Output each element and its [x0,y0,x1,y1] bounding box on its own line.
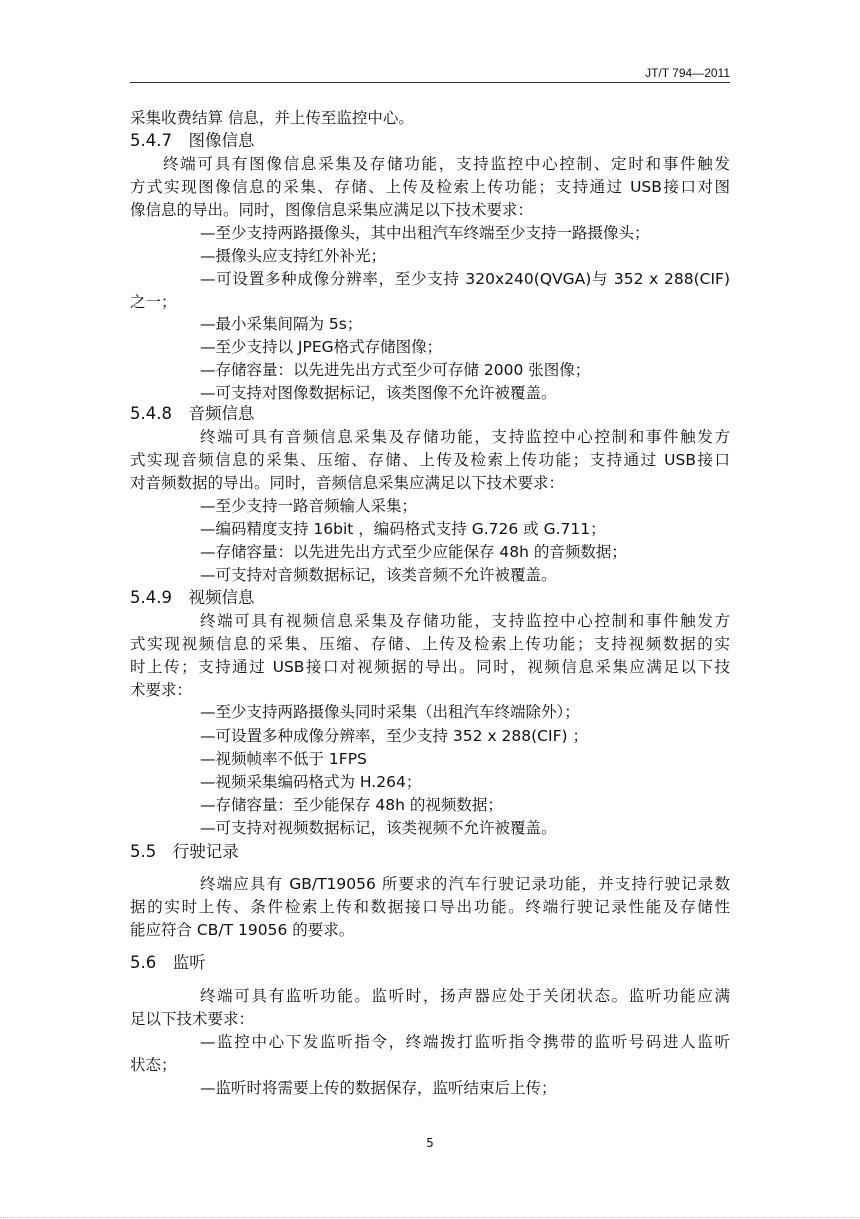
heading-5-4-7-line: 5.4.7 图像信息 [130,131,255,150]
list-item-line: —监听时将需要上传的数据保存，监听结束后上传； [200,1079,557,1097]
list-item-line: —编码精度支持 16bit ，编码格式支持 G.726 或 G.711； [200,520,606,538]
list-item-line: —视频采集编码格式为 H.264； [200,773,422,791]
list-item-line: —至少支持两路摄像头同时采集（出租汽车终端除外）； [200,703,580,721]
list-item-line: —至少支持两路摄像头，其中出租汽车终端至少支持一路摄像头； [200,224,650,242]
standard-number-header: JT/T 794—2011 [645,66,730,80]
list-item-line: —存储容量：以先进先出方式至少应能保存 48h 的音频数据； [200,543,627,561]
list-item-line: —可设置多种成像分辨率，至少支持 320x240(QVGA)与 352 x 288(CIF) [200,270,730,288]
list-item-line: —存储容量：以先进先出方式至少可存储 2000 张图像； [200,361,591,379]
list-item-line: —至少支持一路音频输人采集； [200,497,418,515]
para-line: 时上传；支持通过 USB接口对视频据的导出。同时，视频信息采集应满足以下技 [130,658,730,676]
header-rule [130,82,730,83]
para-line: 终端可具有视频信息采集及存储功能，支持监控中心控制和事件触发方 [200,612,730,630]
para-line: 能应符合 CB/T 19056 的要求。 [130,921,355,939]
para-line: 据的实时上传、条件检索上传和数据接口导出功能。终端行驶记录性能及存储性 [130,898,730,916]
para-line: 之一； [130,293,177,311]
para-line: 术要求： [130,681,193,699]
list-item-line: —监控中心下发监听指令，终端拨打监听指令携带的监听号码进人监听 [200,1033,730,1051]
para-line: 式实现音频信息的采集、压缩、存储、上传及检索上传功能；支持通过 USB接口 [130,451,730,469]
list-item-line: —可支持对音频数据标记，该类音频不允许被覆盖。 [200,566,557,584]
para-line: 式实现视频信息的采集、压缩、存储、上传及检索上传功能；支持视频数据的实 [130,635,730,653]
heading-5-5-line: 5.5 行驶记录 [130,842,239,861]
list-item-line: —至少支持以 JPEG格式存储图像； [200,338,443,356]
list-item-line: —可支持对视频数据标记，该类视频不允许被覆盖。 [200,819,557,837]
para-line: 终端应具有 GB/T19056 所要求的汽车行驶记录功能，并支持行驶记录数 [200,875,730,893]
para-line: 对音频数据的导出。同时，音频信息采集应满足以下技术要求： [130,474,565,492]
page-number: 5 [426,1136,434,1150]
list-item-line: —可设置多种成像分辨率，至少支持 352 x 288(CIF) ； [200,727,588,745]
para-line: 终端可具有音频信息采集及存储功能，支持监控中心控制和事件触发方 [200,428,730,446]
list-item-line: —可支持对图像数据标记，该类图像不允许被覆盖。 [200,384,557,402]
para-line: 终端可具有监听功能。监听时，扬声器应处于关闭状态。监听功能应满 [200,987,730,1005]
list-item-line: —视频帧率不低于 1FPS [200,750,367,768]
list-item-line: —存储容量：至少能保存 48h 的视频数据； [200,796,503,814]
para-line: 终端可具有图像信息采集及存储功能，支持监控中心控制、定时和事件触发 [163,155,730,173]
list-item-line: —摄像头应支持红外补光； [200,247,387,265]
heading-5-6-line: 5.6 监听 [130,953,206,972]
para-line: 状态； [130,1056,177,1074]
heading-5-4-9-line: 5.4.9 视频信息 [130,588,255,607]
list-item-line: —最小采集间隔为 5s； [200,315,363,333]
para-line: 采集收费结算 信息，并上传至监控中心。 [130,109,414,127]
para-line: 像信息的导出。同时，图像信息采集应满足以下技术要求： [130,201,534,219]
heading-5-4-8-line: 5.4.8 音频信息 [130,404,255,423]
para-line: 足以下技术要求： [130,1010,255,1028]
para-line: 方式实现图像信息的采集、存储、上传及检索上传功能；支持通过 USB接口对图 [130,178,730,196]
page-bottom-edge [0,1217,860,1218]
